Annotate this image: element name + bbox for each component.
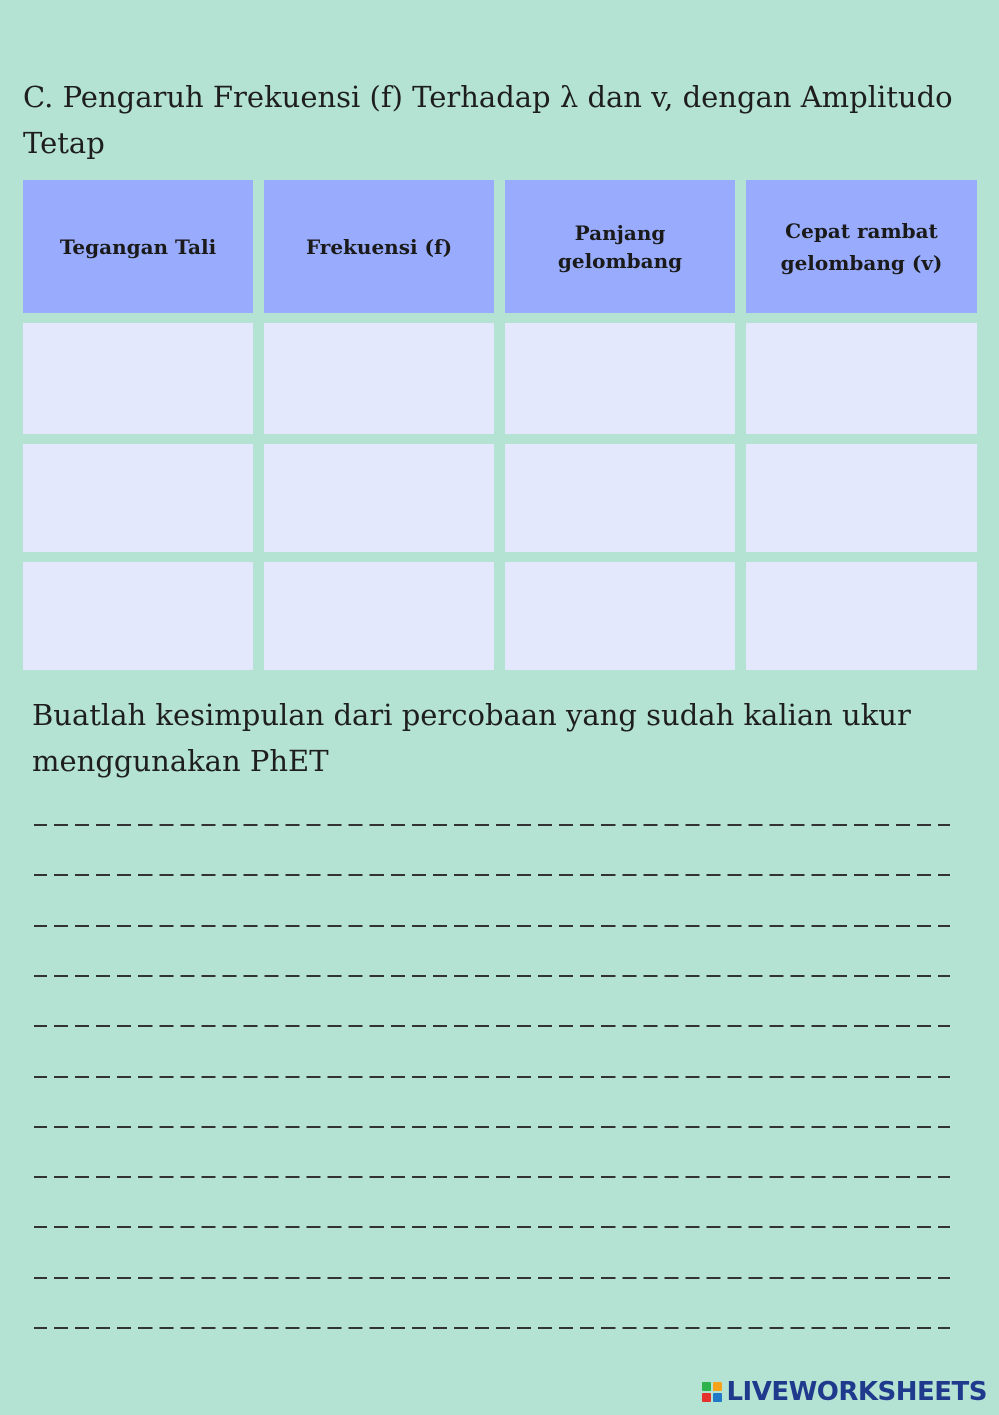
logo-square xyxy=(713,1382,722,1391)
answer-cell[interactable] xyxy=(23,323,253,434)
answer-line[interactable] xyxy=(34,975,950,977)
answer-line[interactable] xyxy=(34,874,950,876)
section-heading: C. Pengaruh Frekuensi (f) Terhadap λ dan v, dengan Amplitudo Tetap xyxy=(23,80,953,160)
answer-cell[interactable] xyxy=(23,444,253,552)
answer-line[interactable] xyxy=(34,824,950,826)
header-cepat-rambat: Cepat rambat gelombang (v) xyxy=(746,180,977,313)
answer-line[interactable] xyxy=(34,1076,950,1078)
answer-cell[interactable] xyxy=(746,444,977,552)
logo-text: LIVEWORKSHEETS xyxy=(726,1377,987,1407)
liveworksheets-logo xyxy=(702,1377,987,1407)
answer-line[interactable] xyxy=(34,1126,950,1128)
answer-cell[interactable] xyxy=(264,562,494,670)
answer-cell[interactable] xyxy=(505,444,735,552)
answer-cell[interactable] xyxy=(746,562,977,670)
answer-cell[interactable] xyxy=(264,444,494,552)
answer-line[interactable] xyxy=(34,1327,950,1329)
answer-cell[interactable] xyxy=(746,323,977,434)
header-panjang-gelombang: Panjang gelombang xyxy=(505,180,735,313)
answer-line[interactable] xyxy=(34,1226,950,1228)
answer-cell[interactable] xyxy=(505,323,735,434)
answer-cell[interactable] xyxy=(23,562,253,670)
logo-square xyxy=(713,1393,722,1402)
answer-line[interactable] xyxy=(34,1025,950,1027)
answer-line[interactable] xyxy=(34,1176,950,1178)
answer-cell[interactable] xyxy=(505,562,735,670)
logo-square xyxy=(702,1382,711,1391)
answer-cell[interactable] xyxy=(264,323,494,434)
conclusion-prompt: Buatlah kesimpulan dari percobaan yang sudah kalian ukur menggunakan PhET xyxy=(32,698,911,778)
header-tegangan-tali: Tegangan Tali xyxy=(23,180,253,313)
answer-line[interactable] xyxy=(34,925,950,927)
logo-square xyxy=(702,1393,711,1402)
logo-mark-icon xyxy=(702,1382,722,1402)
answer-line[interactable] xyxy=(34,1277,950,1279)
header-frekuensi: Frekuensi (f) xyxy=(264,180,494,313)
